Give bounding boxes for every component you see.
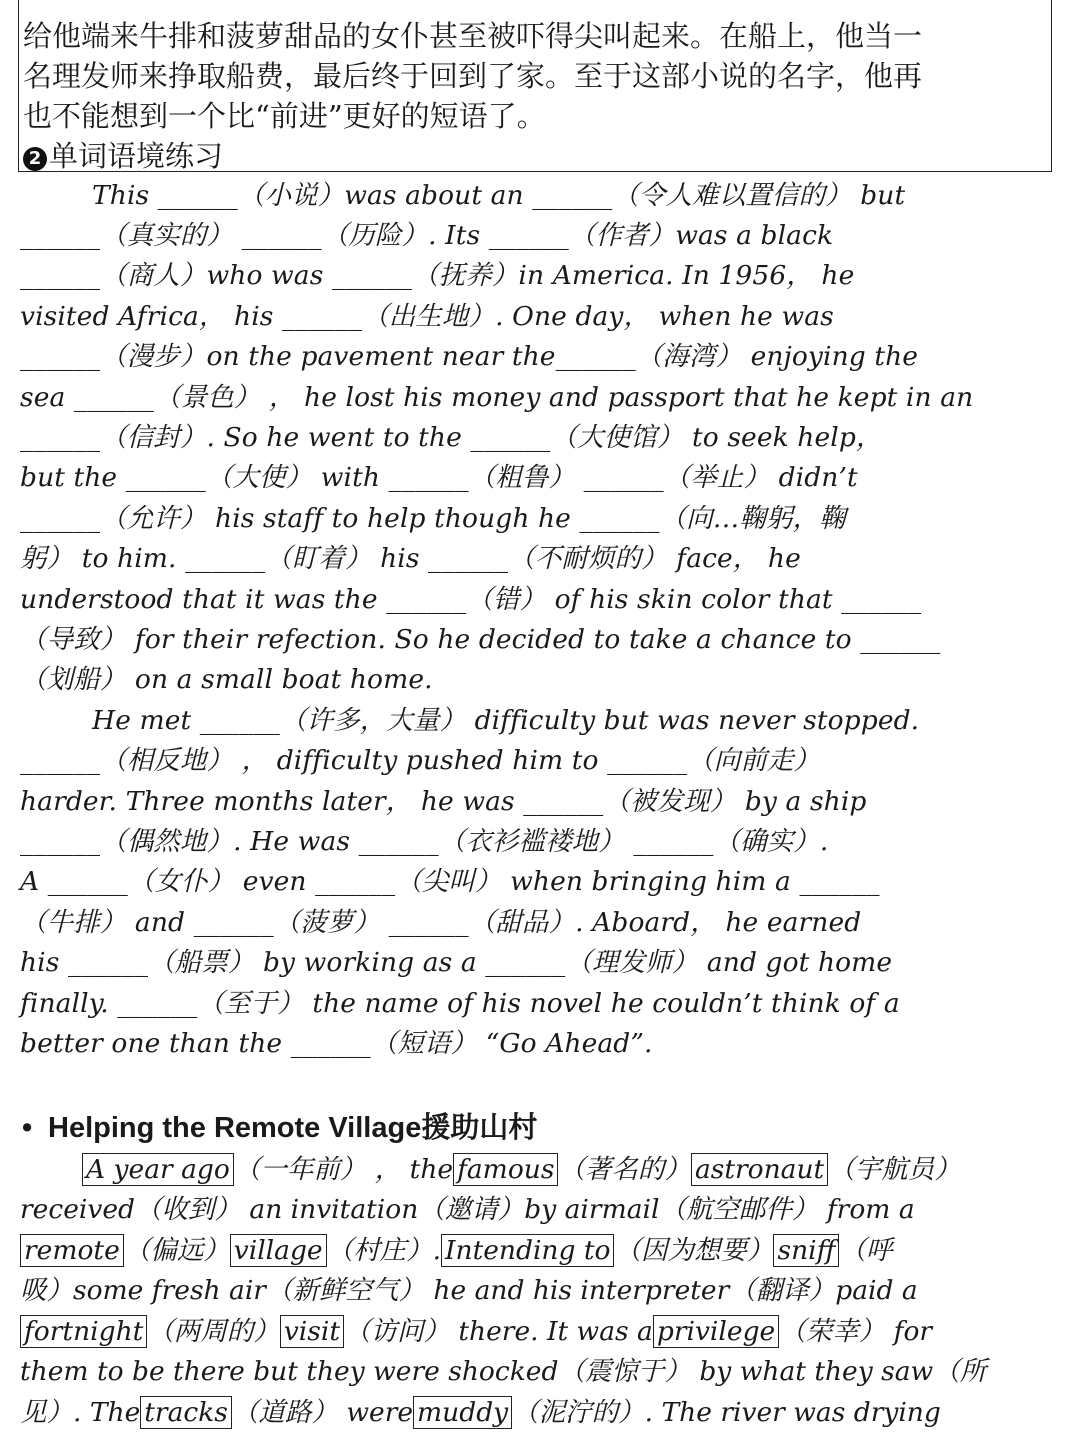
keyword-box: astronaut — [691, 1153, 828, 1186]
exercise-line: （导致） for their refection. So he decided to take a chance to ______ — [20, 624, 941, 655]
intro-line: 也不能想到一个比“前进”更好的短语了。 — [23, 99, 546, 133]
section-number-badge: 2 — [23, 147, 47, 171]
keyword-box: famous — [453, 1153, 558, 1186]
passage-line: received（收到） an invitation（邀请）by airmail（航空邮件） from a — [20, 1194, 915, 1225]
passage-line: 见）. The tracks （道路） were muddy （泥泞的）. The river was drying — [20, 1397, 941, 1428]
section-heading — [23, 136, 223, 176]
keyword-box: A year ago — [82, 1153, 234, 1186]
exercise-line: his ______（船票） by working as a ______（理发师） and got home — [20, 947, 893, 978]
keyword-box: fortnight — [20, 1315, 147, 1348]
keyword-box: privilege — [653, 1315, 779, 1348]
passage-line: them to be there but they were shocked（震惊于） by what they saw（所 — [20, 1356, 987, 1387]
exercise-line: ______（漫步）on the pavement near the______（海湾） enjoying the — [20, 341, 919, 372]
intro-box — [18, 0, 1052, 172]
exercise-line: sea ______（景色） ， he lost his money and passport that he kept in an — [20, 382, 974, 413]
passage-line: fortnight （两周的） visit （访问） there. It was a privilege （荣幸） for — [20, 1312, 932, 1352]
exercise-line: but the ______（大使） with ______（粗鲁） ______（举止） didn’t — [20, 462, 858, 493]
intro-line: 名理发师来挣取船费，最后终于回到了家。至于这部小说的名字，他再 — [23, 59, 923, 93]
passage-line: A year ago （一年前） ， the famous （著名的） astronaut （宇航员） — [20, 1150, 961, 1190]
exercise-line: understood that it was the ______（错） of his skin color that ______ — [20, 584, 922, 615]
keyword-box: muddy — [413, 1396, 512, 1429]
exercise-line: better one than the ______（短语） “Go Ahead”. — [20, 1028, 653, 1059]
keyword-box: visit — [280, 1315, 344, 1348]
keyword-box: sniff — [773, 1234, 839, 1267]
exercise-line: ______（信封）. So he went to the ______（大使馆） to seek help， — [20, 422, 883, 453]
passage-line: remote （偏远） village （村庄）. Intending to （因为想要） sniff （呼 — [20, 1231, 892, 1271]
exercise-line: visited Africa， his ______（出生地）. One day， when he was — [20, 301, 834, 332]
exercise-line: （划船） on a small boat home. — [20, 664, 433, 695]
section3-title: Helping the Remote Village援助山村 — [48, 1112, 538, 1144]
bullet: • — [22, 1112, 33, 1144]
keyword-box: village — [230, 1234, 327, 1267]
exercise-line: He met ______（许多，大量） difficulty but was never stopped. — [92, 705, 920, 736]
keyword-box: Intending to — [441, 1234, 614, 1267]
passage-line: 吸）some fresh air（新鲜空气） he and his interpreter（翻译）paid a — [20, 1275, 918, 1306]
section3-heading — [22, 1108, 537, 1148]
keyword-box: tracks — [140, 1396, 232, 1429]
exercise-line: ______（商人）who was ______（抚养）in America. In 1956， he — [20, 260, 855, 291]
exercise-line: ______（真实的） ______（历险）. Its ______（作者）was a black — [20, 220, 834, 251]
exercise-line: A ______（女仆） even ______（尖叫） when bringing him a ______ — [20, 866, 880, 897]
intro-line: 给他端来牛排和菠萝甜品的女仆甚至被吓得尖叫起来。在船上，他当一 — [23, 19, 923, 53]
exercise-line: This ______（小说）was about an ______（令人难以置信的） but — [92, 180, 906, 211]
exercise-line: 躬） to him. ______（盯着） his ______（不耐烦的） face， he — [20, 543, 801, 574]
section-title: 单词语境练习 — [49, 139, 224, 173]
exercise-line: （牛排） and ______（菠萝） ______（甜品）. Aboard， he earned — [20, 907, 862, 938]
keyword-box: remote — [20, 1234, 124, 1267]
exercise-line: finally. ______（至于） the name of his novel he couldn’t think of a — [20, 988, 900, 1019]
exercise-line: ______（相反地） ， difficulty pushed him to ______（向前走） — [20, 745, 821, 776]
exercise-line: ______（允许） his staff to help though he ______（向…鞠躬，鞠 — [20, 503, 846, 534]
exercise-line: ______（偶然地）. He was ______（衣衫褴褛地） ______（确实）. — [20, 826, 829, 857]
exercise-line: harder. Three months later， he was ______（被发现） by a ship — [20, 786, 867, 817]
